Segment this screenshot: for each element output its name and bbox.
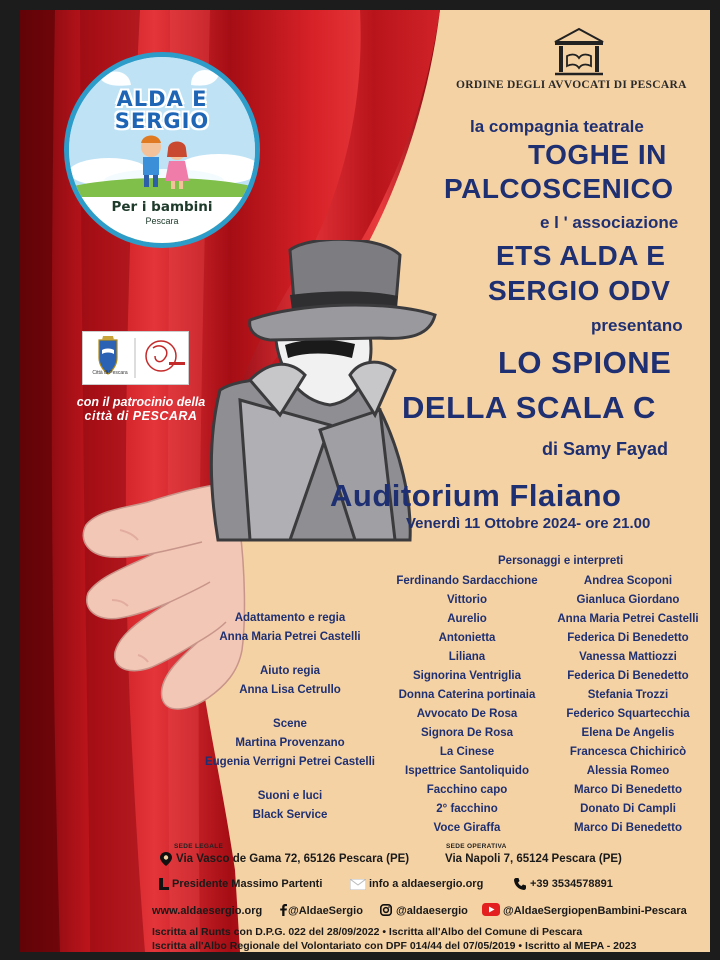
- show-author: di Samy Fayad: [542, 439, 669, 459]
- cast-actor: Vanessa Mattiozzi: [579, 651, 677, 663]
- association-name-line1: ETS ALDA E: [496, 240, 666, 271]
- cast-header: Personaggi e interpreti: [498, 555, 624, 567]
- crew-member: Martina Provenzano: [235, 737, 345, 749]
- phone[interactable]: +39 3534578891: [530, 878, 613, 890]
- email-icon: [350, 879, 366, 890]
- cast-characters: [382, 572, 552, 838]
- cast-character: Facchino capo: [426, 784, 508, 796]
- crew-role: Adattamento e regia: [234, 612, 346, 624]
- crew-role: Aiuto regia: [259, 665, 321, 677]
- cast-actor: Federica Di Benedetto: [567, 670, 689, 682]
- patronage-text: [54, 395, 228, 423]
- cast-character: Donna Caterina portinaia: [398, 689, 536, 701]
- crew-member: Anna Lisa Cetrullo: [239, 684, 341, 696]
- email[interactable]: info a aldaesergio.org: [369, 878, 484, 890]
- cast-character: Avvocato De Rosa: [416, 708, 518, 720]
- association-name-line2: SERGIO ODV: [488, 275, 671, 306]
- op-address: Via Napoli 7, 65124 Pescara (PE): [445, 853, 622, 865]
- cast-character: Ferdinando Sardacchione: [396, 575, 538, 587]
- show-title-line1: LO SPIONE: [498, 345, 672, 380]
- facebook-handle[interactable]: @AldaeSergio: [288, 905, 363, 917]
- cast-character: 2° facchino: [436, 803, 498, 815]
- youtube-handle[interactable]: @AldaeSergiopenBambini-Pescara: [503, 905, 687, 917]
- cast-actor: Marco Di Benedetto: [574, 784, 682, 796]
- alda-e-sergio-logo: [64, 52, 260, 248]
- venue-name: Auditorium Flaiano: [330, 478, 622, 513]
- cast-character: Liliana: [448, 651, 486, 663]
- crest-text: Città di Pescara: [92, 370, 128, 376]
- cast-character: Ispettrice Santoliquido: [405, 765, 529, 777]
- registration-line2: Iscritta all'Albo Regionale del Volontariato con DPF 014/44 del 07/05/2019 • Iscritto al MEPA - 2023: [152, 940, 637, 952]
- cast-character: Aurelio: [447, 613, 487, 625]
- show-title-line2: DELLA SCALA C: [402, 390, 656, 425]
- cast-actor: Federico Squartecchia: [566, 708, 690, 720]
- crew-role: Suoni e luci: [257, 790, 323, 802]
- cast-character: Voce Giraffa: [433, 822, 501, 834]
- president: Presidente Massimo Partenti: [172, 878, 323, 890]
- youtube-icon: [482, 903, 500, 916]
- registration-line1: Iscritta al Runts con D.P.G. 022 del 28/09/2022 • Iscritta all'Albo del Comune di Pescara: [152, 926, 583, 938]
- cast-actor: Andrea Scoponi: [583, 575, 673, 587]
- website-link[interactable]: www.aldaesergio.org: [152, 905, 263, 917]
- association-intro: e l ' associazione: [540, 213, 679, 232]
- cast-character: La Cinese: [439, 746, 495, 758]
- legal-address: Via Vasco de Gama 72, 65126 Pescara (PE): [176, 853, 410, 865]
- instagram-icon: [380, 904, 392, 916]
- cast-character: Antonietta: [438, 632, 496, 644]
- cast-actor: Elena De Angelis: [581, 727, 675, 739]
- org-name: ORDINE DEGLI AVVOCATI DI PESCARA: [456, 79, 687, 91]
- crew-member: Black Service: [252, 809, 328, 821]
- crew-credits: [200, 609, 380, 825]
- patronage-line1: con il patrocinio della: [76, 395, 206, 409]
- cast-character: Vittorio: [446, 594, 488, 606]
- cast-character: Signorina Ventriglia: [413, 670, 521, 682]
- event-datetime: Venerdì 11 Ottobre 2024- ore 21.00: [406, 515, 651, 532]
- op-address-label: SEDE OPERATIVA: [446, 843, 507, 850]
- phone-icon: [514, 878, 526, 890]
- event-poster: [20, 10, 710, 952]
- cast-character: Signora De Rosa: [420, 727, 514, 739]
- company-name-line2: PALCOSCENICO: [444, 173, 674, 204]
- cast-actor: Anna Maria Petrei Castelli: [557, 613, 699, 625]
- location-pin-icon: [160, 852, 172, 866]
- company-name-line1: TOGHE IN: [528, 139, 667, 170]
- crew-role: Scene: [273, 718, 307, 730]
- facebook-icon: [278, 904, 288, 916]
- patronage-logos: [82, 331, 189, 385]
- cast-actor: Stefania Trozzi: [587, 689, 669, 701]
- person-icon: [158, 878, 170, 891]
- cast-actor: Gianluca Giordano: [576, 594, 680, 606]
- cast-actor: Marco Di Benedetto: [574, 822, 682, 834]
- cast-actor: Francesca Chichiricò: [569, 746, 687, 758]
- logo-title-line2: SERGIO: [114, 109, 210, 133]
- logo-title-line1: ALDA E: [116, 87, 208, 111]
- cast-actors: [548, 572, 708, 838]
- presents-label: presentano: [591, 316, 683, 335]
- logo-tagline: Per i bambini: [111, 199, 213, 215]
- pescara-crest-icon: [99, 336, 117, 374]
- company-intro: la compagnia teatrale: [470, 117, 644, 136]
- legal-address-label: SEDE LEGALE: [174, 843, 224, 850]
- logo-city: Pescara: [145, 216, 179, 226]
- building-icon: [551, 26, 607, 78]
- city-logo-icon: [146, 341, 185, 371]
- instagram-handle[interactable]: @aldaesergio: [396, 905, 468, 917]
- cast-actor: Alessia Romeo: [586, 765, 670, 777]
- crew-member: Anna Maria Petrei Castelli: [219, 631, 361, 643]
- cast-actor: Donato Di Campli: [580, 803, 676, 815]
- cast-actor: Federica Di Benedetto: [567, 632, 689, 644]
- crew-member: Eugenia Verrigni Petrei Castelli: [204, 756, 375, 768]
- patronage-line2: città di PESCARA: [84, 409, 198, 423]
